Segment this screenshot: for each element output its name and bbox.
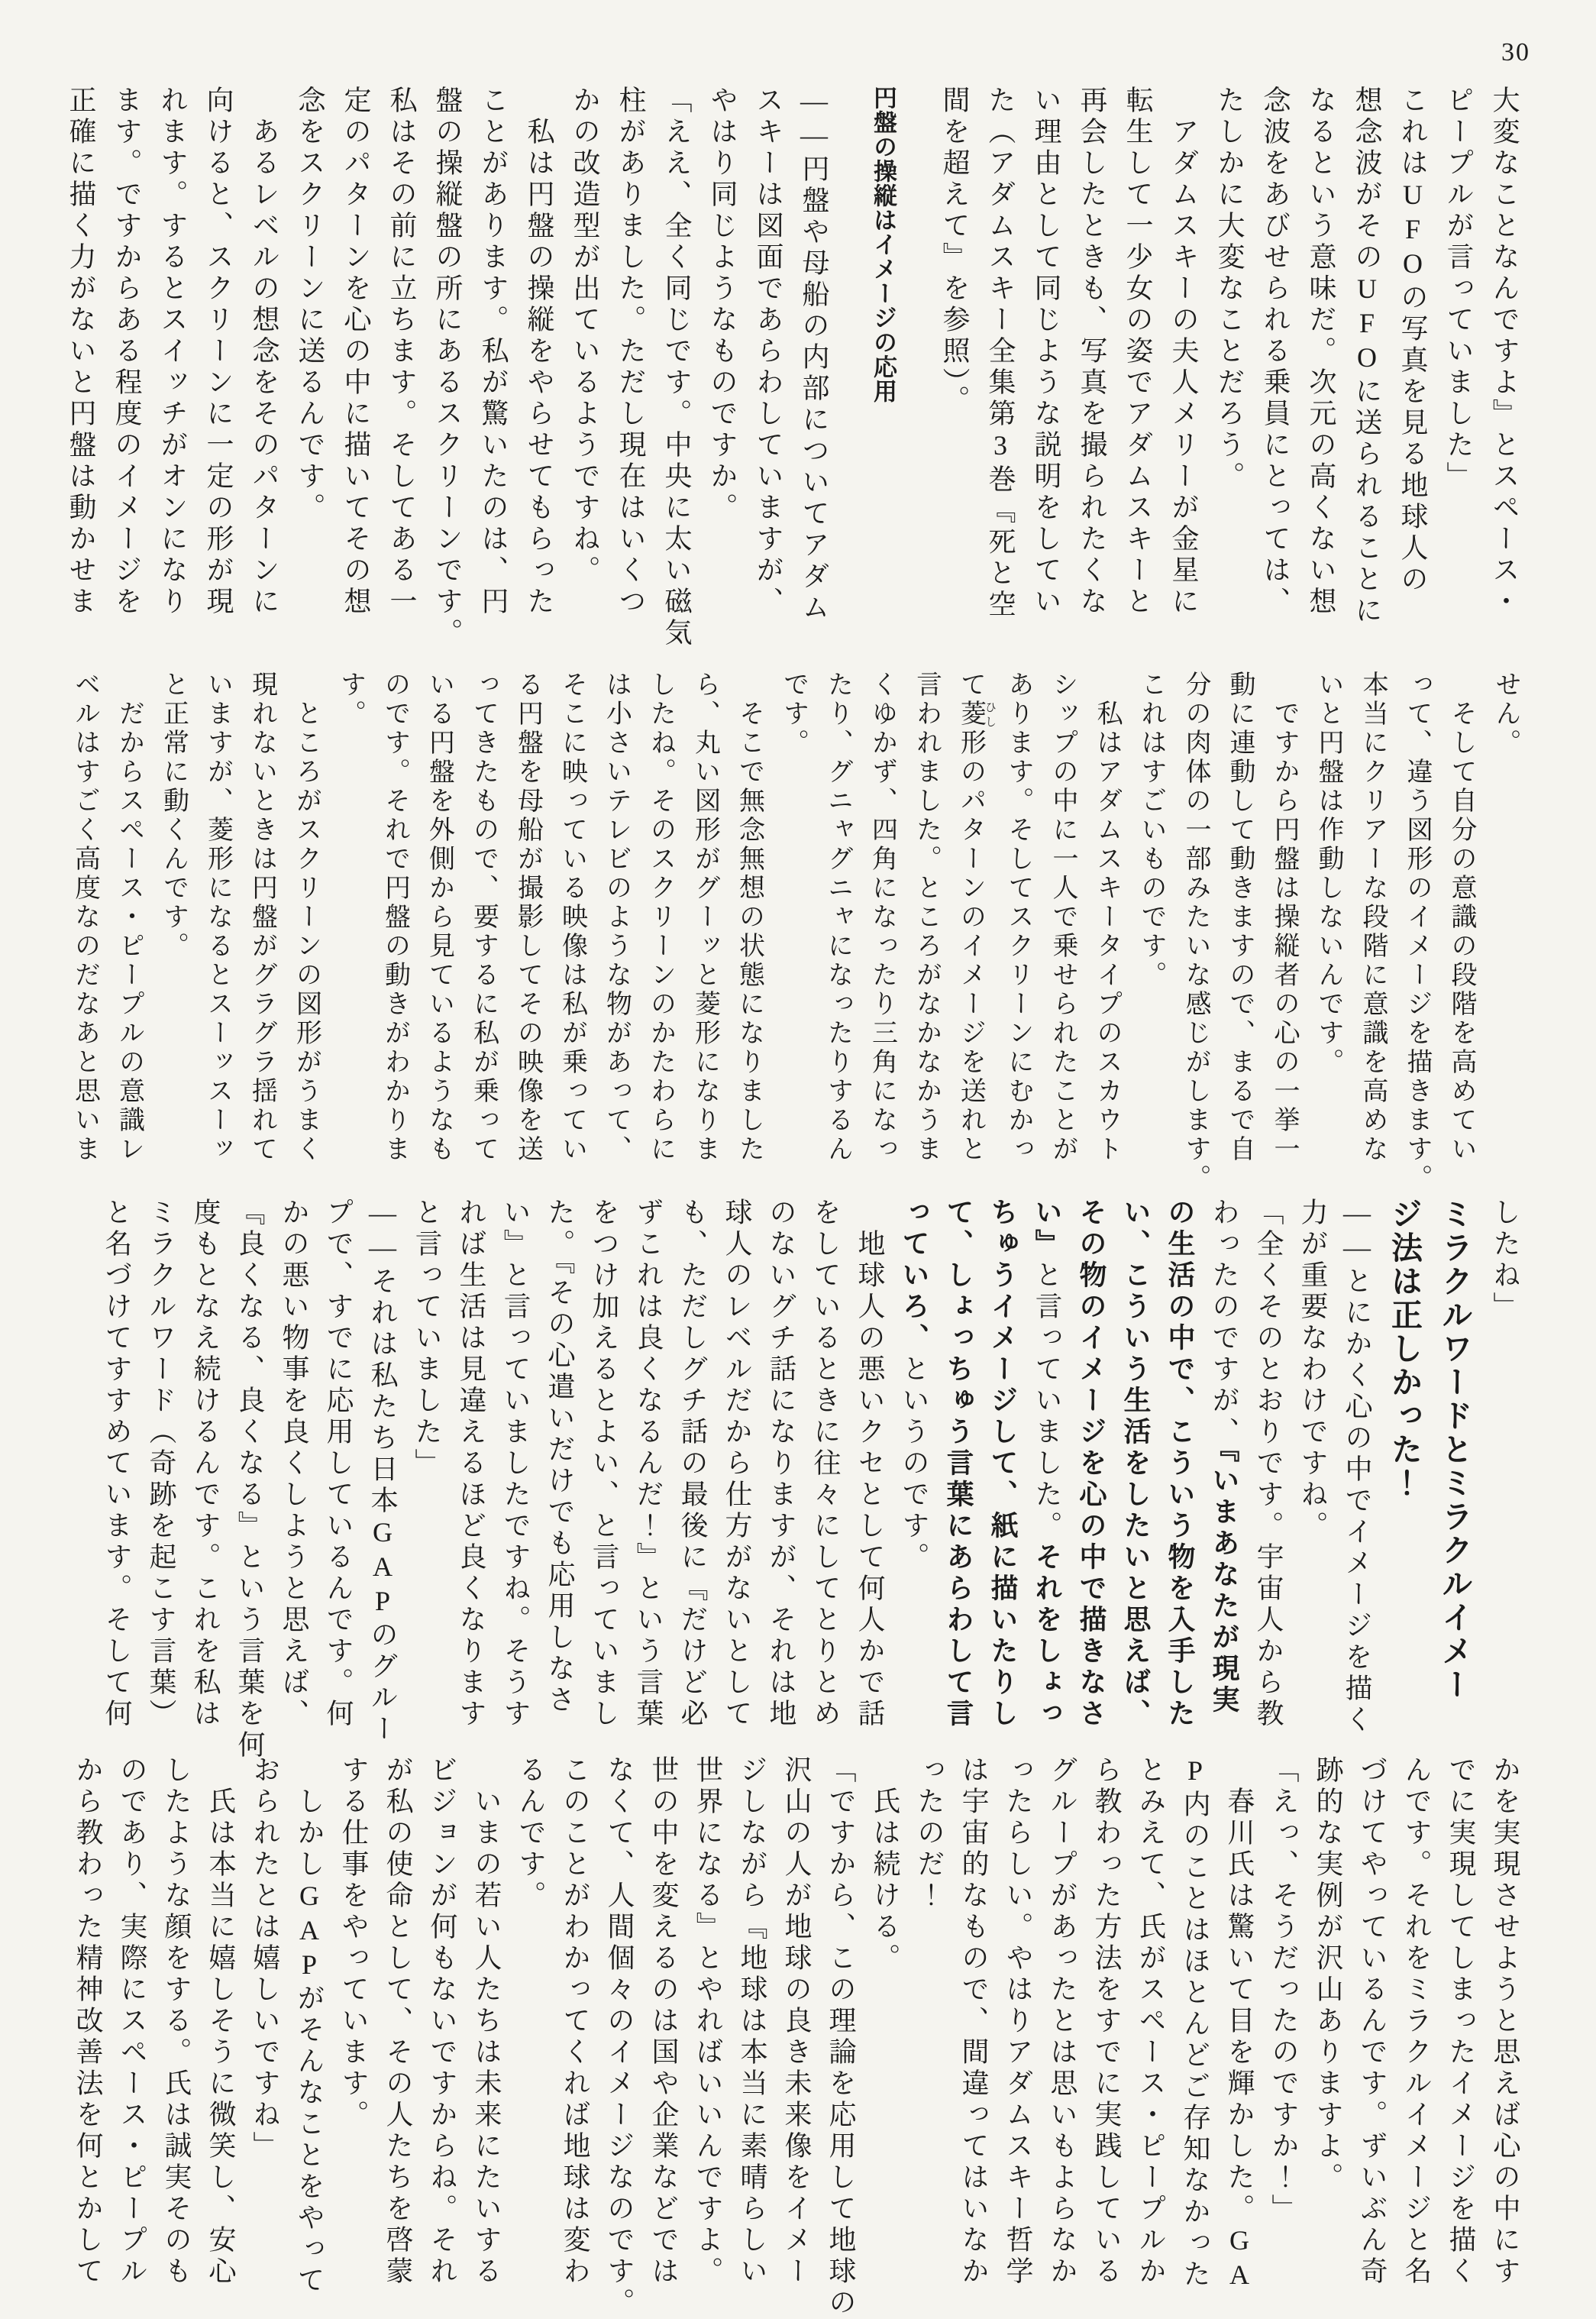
text-segment: したね」 [1490,1198,1520,1323]
text-segment: かの改造型が出ているようですね。 [570,86,600,587]
text-column [379,86,425,655]
text-segment: このことがわかってくれば地球は変わ [560,1755,590,2288]
text-column [727,671,771,1181]
text-segment: は宇宙的なもので、間違ってはいなか [958,1755,989,2288]
text-column [996,671,1040,1181]
text-column [1173,1755,1217,2298]
text-segment: したね。そのスクリーンのかたわらに [646,671,675,1164]
text-column [730,1755,774,2298]
text-column [95,1198,139,1737]
text-segment: シップの中に一人で乗せられたことが [1048,671,1077,1164]
text-segment: 私はアダムスキータイプのスカウト [1093,700,1121,1164]
text-segment: いますが、菱形になるとスーッスーッ [203,671,232,1164]
text-segment: これはすごいものです。 [1137,671,1165,990]
text-band-4 [46,1755,1527,2319]
text-segment: しかしGAPがそんなことをやって [294,1787,325,2297]
text-column [1390,86,1436,655]
text-segment: れば生活は見違えるほど良くなります [456,1198,486,1730]
text-segment: そこで無念無想の状態になりました [735,700,764,1164]
text-segment: 度もとなえ続けるんです。これを私は [190,1198,221,1730]
text-column [1350,671,1394,1181]
text-segment: したような顔をする。氏は誠実そのも [161,1755,192,2288]
text-column [284,671,328,1181]
text-segment: 私は円盤の操縦をやらせてもらった [524,117,554,618]
text-column [1298,86,1344,655]
text-segment: だからスペース・ピープルの意識レ [115,700,144,1164]
text-segment: いる円盤を外側から見ているようなも [425,671,454,1164]
text-column [816,671,860,1181]
text-column [139,1198,183,1737]
text-column [699,86,745,655]
text-column [1069,86,1115,655]
text-column [316,1198,360,1737]
text-segment: おられたとは嬉しいですね」 [250,1755,280,2162]
text-column [104,86,150,655]
text-column [1023,86,1069,655]
emphasized-text: その物のイメージを心の中で描きなさ [1076,1198,1107,1730]
text-segment: す。 [336,671,365,729]
text-column [1025,1198,1069,1737]
text-segment: 氏は本当に嬉しそうに微笑し、安心 [205,1787,236,2288]
text-segment: 円盤の操縦はイメージの応用 [870,86,897,403]
text-column [1246,1198,1291,1737]
text-column [641,1755,686,2298]
text-segment: のです。それで円盤の動きがわかりま [380,671,409,1164]
text-segment: 動に連動して動きますので、まるで自 [1226,671,1254,1164]
text-segment: ってきたもので、要するに私が乗って [469,671,498,1164]
text-column [287,86,333,655]
emphasized-text: っていろ、 [899,1198,930,1354]
text-column [932,86,977,655]
text-column [904,671,948,1181]
text-segment: でに実現してしまったイメージを描く [1446,1755,1476,2288]
text-column [1129,1755,1173,2298]
text-column [582,1198,626,1737]
text-column [1335,1198,1379,1737]
text-segment: から教わった精神改善法を何とかして [73,1755,103,2288]
text-column [63,671,107,1181]
text-segment: そこに映っている映像は私が乗ってい [557,671,586,1164]
text-segment: ことがあります。私が驚いたのは、円 [478,86,509,618]
text-column [907,1755,951,2298]
text-segment: 正確に描く力がないと円盤は動かせま [66,86,96,618]
text-segment: い』と言っていましたですね。そうす [500,1198,531,1730]
text-column [1344,86,1390,655]
emphasized-text: い、こういう生活をしたいと思えば、 [1120,1198,1152,1730]
text-column [328,671,373,1181]
text-segment: 跡的な実例が沢山ありますよ。 [1313,1755,1343,2194]
text-segment: というのです。 [899,1354,929,1573]
text-segment: ずこれは良くなるんだ！』という言葉 [633,1198,664,1730]
text-column [493,1198,538,1737]
text-column [154,1755,199,2298]
text-segment: と言っていました」 [412,1198,442,1480]
text-segment: ミラクルワード（奇跡を起こす言葉） [146,1198,176,1730]
text-column [1262,1755,1306,2298]
text-segment: ですから円盤は操縦者の心の一挙一 [1270,700,1298,1164]
text-column [771,671,816,1181]
text-band-3 [46,1198,1527,1761]
text-column [1483,1755,1527,2298]
text-column [1262,671,1306,1181]
emphasized-text: それをしょっ [1032,1542,1063,1730]
text-column [538,1198,582,1737]
text-column [516,86,562,655]
text-column [66,1755,110,2298]
text-column [1069,1198,1113,1737]
text-segment: かを実現させようと思えば心の中にす [1490,1755,1520,2288]
text-column [1481,86,1527,655]
text-column [1483,671,1527,1181]
text-segment: づけてやっているんです。ずいぶん奇 [1357,1755,1388,2288]
text-column [1040,1755,1084,2298]
text-column [626,1198,670,1737]
text-column [996,1755,1040,2298]
text-column [506,671,550,1181]
text-column [405,1198,449,1737]
text-column [759,1198,803,1737]
text-column [199,1755,243,2298]
text-column [638,671,683,1181]
text-segment: あるレベルの想念をそのパターンに [249,117,279,618]
text-column [1173,671,1217,1193]
text-segment: 念波をあびせられる乗員にとっては、 [1260,86,1291,618]
text-segment: あります。そしてスクリーンにむかっ [1004,671,1032,1164]
text-segment: スキーは図面であらわしていますが、 [753,86,783,618]
text-segment: 『良くなる、良くなる』という言葉を何 [234,1198,265,1761]
text-segment: です。 [779,671,808,758]
text-column [376,1755,420,2298]
text-segment: 私はその前に立ちます。そしてある一 [386,86,417,618]
text-column [360,1198,405,1745]
text-column [892,1198,936,1737]
text-segment: ミラクルワードとミラクルイメー [1437,1198,1472,1702]
text-column [948,671,997,1181]
text-segment: これはUFOの写真を見る地球人の [1397,86,1428,596]
emphasized-text: の生活の中で、こういう物を入手した [1165,1198,1196,1730]
text-segment: 春川氏は驚いて目を輝かした。GA [1224,1787,1255,2294]
text-segment: 向けると、スクリーンに一定の形が現 [203,86,234,618]
text-segment: んです。それをミラクルイメージと名 [1401,1755,1432,2288]
text-segment: い理由として同じような説明をしてい [1031,86,1061,618]
text-column [243,1755,287,2298]
text-column [1394,671,1439,1193]
text-column [670,1198,715,1737]
text-segment: ジしながら『地球は本当に素晴らしい [737,1755,767,2288]
text-segment: 転生して一少女の姿でアダムスキーと [1123,86,1153,618]
text-segment: 世の中を変えるのは国や企業などでは [648,1755,679,2288]
text-segment: いと円盤は作動しないんです。 [1314,671,1342,1077]
text-column [654,86,699,655]
text-segment: とみえて、氏がスペース・ピープルか [1136,1755,1166,2288]
text-segment: のであり、実際にスペース・ピープル [117,1755,147,2288]
text-segment: する仕事をやっています。 [338,1755,369,2131]
text-column [683,671,727,1181]
text-column [1161,86,1207,655]
text-segment: 盤の操縦盤の所にあるスクリーンです。 [432,86,463,649]
section-heading [845,86,921,655]
text-segment: かの悪い物事を良くしようと思えば、 [279,1198,309,1730]
text-segment: ったのだ！ [914,1755,945,1912]
text-segment: 定のパターンを心の中に描いてその想 [341,86,371,618]
text-column [461,671,506,1181]
text-column [1084,671,1129,1181]
text-segment: ——とにかく心の中でイメージを描く [1342,1198,1372,1736]
text-column [1158,1198,1202,1737]
emphasized-text: て、しょっちゅう言葉にあらわして言 [943,1198,974,1730]
page-number: 30 [1501,38,1530,66]
text-column [860,671,904,1181]
text-column [228,1198,272,1761]
text-column [848,1198,892,1737]
text-segment: と正常に動くんです。 [159,671,188,961]
text-segment: と言っていました。 [1032,1260,1062,1542]
text-segment: 現れないときは円盤がグラグラ揺れて [247,671,276,1164]
section-heading [1433,1198,1477,1737]
text-column [1115,86,1161,655]
text-column [550,671,594,1181]
text-segment: やはり同じようなものですか。 [707,86,738,524]
text-column [791,86,837,655]
text-column [981,1198,1025,1737]
text-column [240,671,284,1181]
text-column [417,671,461,1181]
text-segment: のないグチ話になりますが、それは地 [766,1198,796,1730]
text-column [287,1755,331,2298]
text-segment: ——それは私たち日本GAPのグルー [367,1198,398,1745]
text-column [951,1755,996,2298]
text-column [562,86,608,655]
text-segment: は小さいテレビのような物があって、 [602,671,631,1164]
text-column [608,86,654,655]
text-segment: ところがスクリーンの図形がうまく [292,700,321,1164]
text-segment: 柱がありました。ただし現在はいくつ [615,86,646,618]
text-column [819,1755,863,2319]
text-segment: 言われました。ところがなかなかうま [912,671,941,1164]
text-column [1113,1198,1158,1737]
text-column [1217,1755,1262,2298]
text-segment: 分の肉体の一部みたいな感じがします。 [1181,671,1210,1193]
text-segment: 「ええ、全く同じです。中央に太い磁気 [661,86,692,649]
emphasized-text: い』 [1032,1198,1063,1260]
text-column [1306,1755,1350,2298]
text-column [110,1755,154,2298]
text-segment: そして自分の意識の段階を高めてい [1447,700,1475,1164]
text-column [1252,86,1298,655]
text-segment: 再会したときも、写真を撮られたくな [1077,86,1107,618]
text-segment: グループがあったとは思いもよらなか [1047,1755,1077,2288]
text-column [150,86,195,655]
text-segment: ベルはすごく高度なのだなあと思いま [70,671,99,1164]
text-column [333,86,379,655]
text-column [1291,1198,1335,1737]
text-column [449,1198,493,1737]
text-column [745,86,791,655]
text-column [553,1755,597,2298]
text-column [1202,1198,1246,1737]
text-segment: プで、すでに応用しているんです。何 [323,1198,354,1730]
text-column [241,86,287,655]
text-segment: 形のパターンのイメージを送れと [956,729,985,1164]
text-column [1483,1198,1527,1737]
text-segment: P内のことはほとんどご存知なかった [1180,1755,1210,2291]
text-segment: 地球人の悪いクセとして何人かで話 [855,1229,885,1730]
text-segment: 「えっ、そうだったのですか！」 [1268,1755,1299,2225]
text-segment: をつけ加えるとよい、と言っていまし [589,1198,619,1730]
text-segment: 沢山の人が地球の良き未来像をイメー [781,1755,812,2288]
text-segment: 念をスクリーンに送るんです。 [295,86,325,524]
text-segment: たり、グニャグニャになったりするん [823,671,852,1164]
text-column [1394,1755,1439,2298]
text-segment: 世界になる』とやればいいんですよ。 [693,1755,723,2288]
section-heading [1382,1198,1426,1737]
text-segment: て [956,671,985,700]
text-segment: ——円盤や母船の内部についてアダム [799,86,829,624]
text-column [373,671,417,1181]
text-segment: 球人のレベルだから仕方がないとして [722,1198,752,1730]
text-segment: いまの若い人たちは未来にたいする [471,1787,502,2288]
text-column [1439,671,1483,1181]
text-segment: ったらしい。やはりアダムスキー哲学 [1003,1755,1033,2288]
text-segment: ます。ですからある程度のイメージを [111,86,142,618]
text-segment: 「ですから、この理論を応用して地球の [825,1755,856,2319]
text-segment: 想念波がそのUFOに送られることに [1352,86,1382,627]
text-segment: ら、丸い図形がグーッと菱形になりま [690,671,719,1164]
text-column [1129,671,1173,1181]
text-segment: ら教わった方法をすでに実践している [1091,1755,1122,2288]
text-column [594,671,638,1181]
text-segment: 「全くそのとおりです。宇宙人から教 [1253,1198,1284,1730]
text-segment: をしているときに往々にしてとりとめ [810,1198,841,1730]
text-column [977,86,1023,655]
text-segment: なくて、人間個々のイメージなのです。 [604,1755,635,2319]
text-segment: って、違う図形のイメージを描きます。 [1403,671,1431,1193]
text-segment: と名づけてすすめています。そして何 [102,1198,132,1730]
text-column [151,671,195,1181]
text-column [470,86,516,655]
text-column [183,1198,228,1737]
text-segment: なるという意味だ。次元の高くない想 [1306,86,1336,618]
text-column [331,1755,376,2298]
text-column [1040,671,1084,1181]
text-segment: 本当にクリアーな段階に意識を高めな [1359,671,1387,1164]
text-column [272,1198,316,1737]
text-column [425,86,470,655]
text-segment: た。『その心遣いだけでも応用しなさ [544,1198,575,1716]
text-column [195,86,241,655]
text-column [1439,1755,1483,2298]
text-column [715,1198,759,1737]
text-segment: アダムスキーの夫人メリーが金星に [1168,117,1199,618]
text-segment: 氏は続ける。 [870,1787,900,1975]
text-column [1436,86,1481,655]
text-segment: も、ただしグチ話の最後に『だけど必 [677,1198,708,1730]
text-column [774,1755,819,2298]
text-segment: れます。するとスイッチがオンになり [157,86,188,618]
text-column [107,671,151,1181]
text-column [1207,86,1252,655]
text-column [803,1198,848,1737]
text-column [597,1755,641,2319]
text-column [863,1755,907,2298]
text-segment: 間を超えて』を参照）。 [939,86,970,416]
text-column [509,1755,553,2298]
emphasized-text: 『いまあなたが現実 [1209,1448,1240,1716]
text-column [1084,1755,1129,2298]
text-column [464,1755,509,2298]
text-band-2 [46,671,1527,1193]
text-column [420,1755,464,2298]
emphasized-text: ちゅうイメージして、紙に描いたりし [987,1198,1019,1730]
text-segment: わったのですが、 [1209,1198,1239,1448]
text-segment: 菱ひし [956,700,996,729]
text-column [686,1755,730,2298]
text-column [58,86,104,655]
text-segment: くゆかず、四角になったり三角になっ [867,671,897,1164]
text-column [195,671,240,1181]
text-segment: るんです。 [515,1755,546,1912]
text-column [936,1198,981,1737]
text-column [1306,671,1350,1181]
text-segment: ビジョンが何もないですからね。それ [427,1755,457,2288]
text-segment: ピープルが言っていました」 [1443,86,1474,493]
text-column [1350,1755,1394,2298]
text-band-1 [46,86,1527,655]
text-segment: ジ法は正しかった！ [1387,1198,1422,1500]
text-segment: た（アダムスキー全集第3巻『死と空 [985,86,1016,621]
text-column [1217,671,1262,1181]
text-segment: たしかに大変なことだろう。 [1214,86,1245,493]
text-segment: が私の使命として、その人たちを啓蒙 [383,1755,413,2288]
text-segment: 大変なことなんですよ』とスペース・ [1489,86,1520,618]
text-segment: せん。 [1491,671,1520,758]
text-segment: 力が重要なわけですね。 [1297,1198,1328,1542]
text-segment: る円盤を母船が撮影してその映像を送 [513,671,542,1164]
